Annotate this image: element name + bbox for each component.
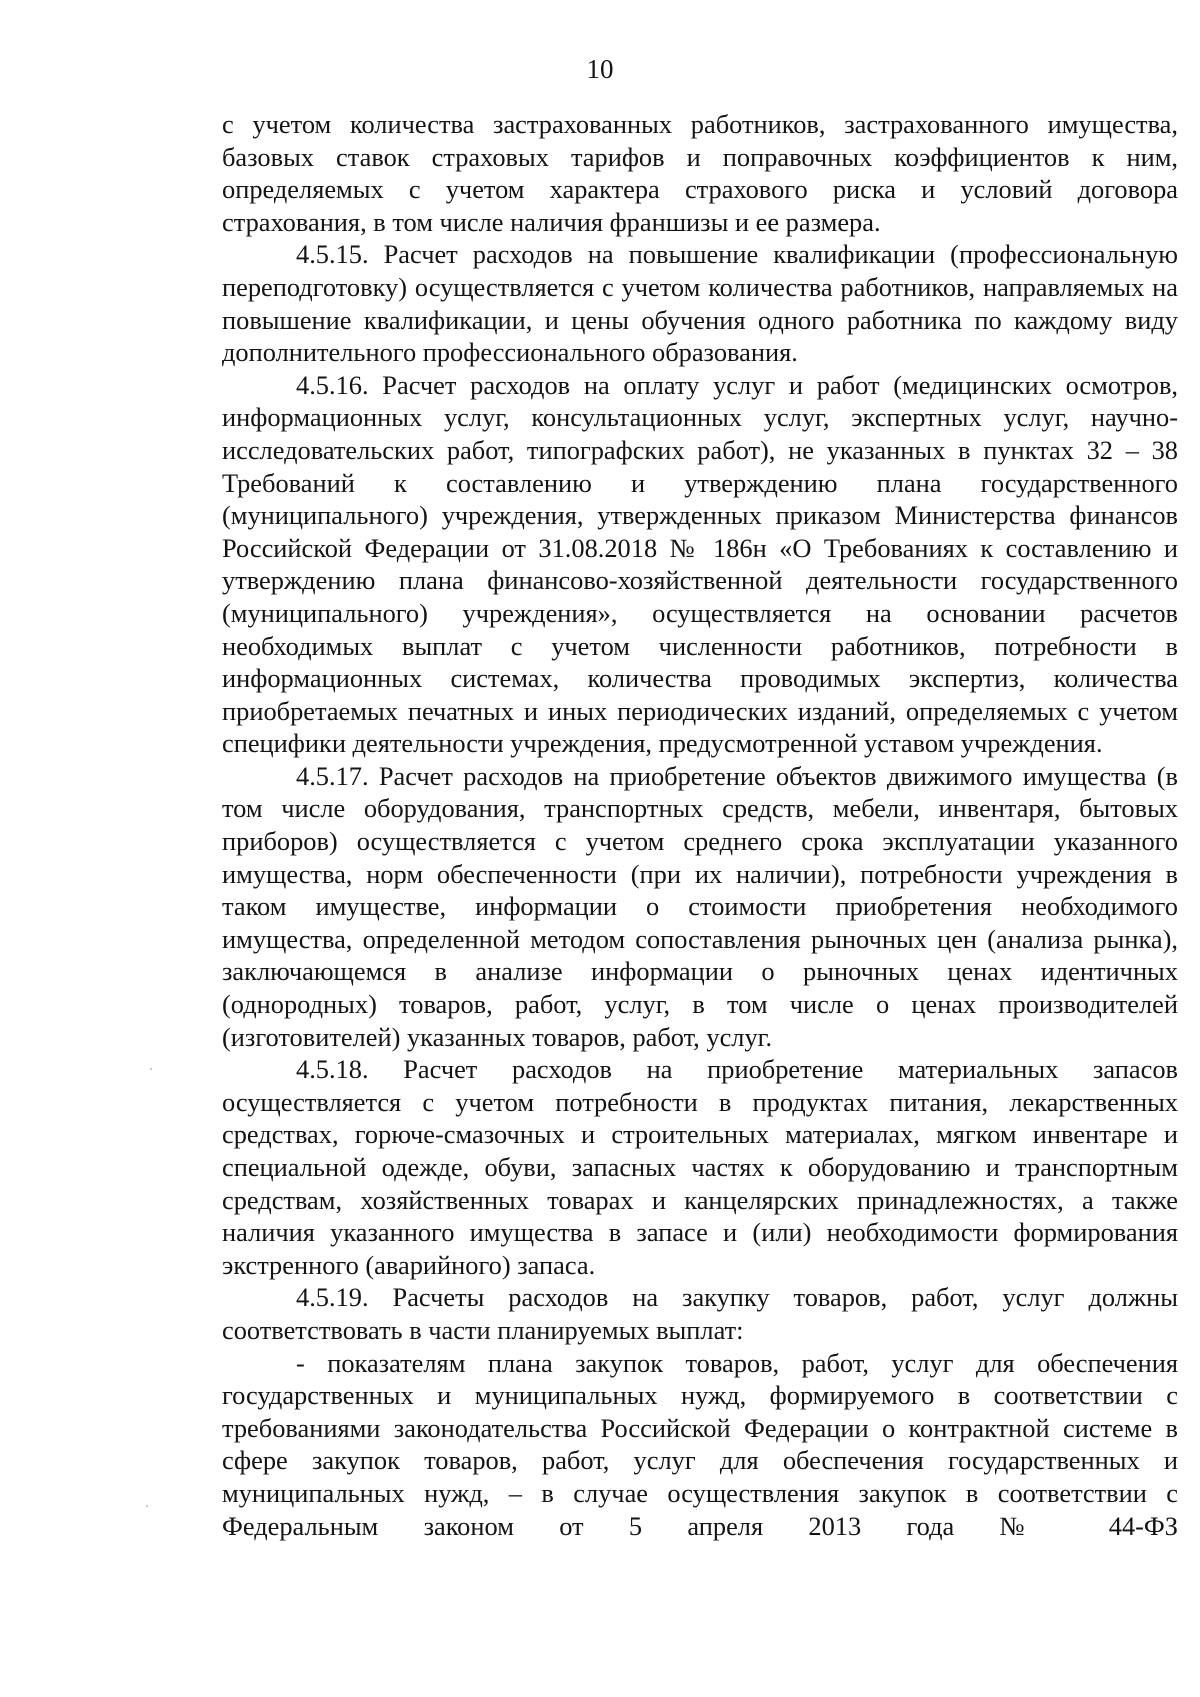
paragraph-4-5-18: 4.5.18. Расчет расходов на приобретение материальных запасов осуществляется с учетом потребности в продуктах питания, лекарственных средствах, горюче-смазочных и строительных материалах, мягком инвентаре и специальной одежде, обуви, запасных частях к оборудованию и транспортным средствам, хозяйственных товарах и канцелярских принадлежностях, а также наличия указанного имущества в запасе и (или) необходимости формирования экстренного (аварийного) запаса. xyxy=(222,1054,1178,1280)
paragraph-list-item-purchase-plan: - показателям плана закупок товаров, работ, услуг для обеспечения государственных и муниципальных нужд, формируемого в соответствии с требованиями законодательства Российской Федерации о контрактной системе в сфере закупок товаров, работ, услуг для обеспечения государственных и муниципальных нужд, – в случае осуществления закупок в соответствии с Федеральным законом от 5 апреля 2013 года № 44-ФЗ xyxy=(222,1347,1178,1541)
paragraph-4-5-19: 4.5.19. Расчеты расходов на закупку товаров, работ, услуг должны соответствовать в части планируемых выплат: xyxy=(222,1282,1178,1345)
page-number xyxy=(0,54,1200,85)
document-body xyxy=(222,108,1178,1542)
page-number-text: 10 xyxy=(586,54,614,84)
scan-speck xyxy=(150,1068,152,1070)
paragraph-4-5-16: 4.5.16. Расчет расходов на оплату услуг и работ (медицинских осмотров, информационных услуг, консультационных услуг, экспертных услуг, научно-исследовательских работ, типографских работ), не указанных в пунктах 32 – 38 Требований к составлению и утверждению плана государственного (муниципального) учреждения, утвержденных приказом Министерства финансов Российской Федерации от 31.08.2018 № 186н «О Требованиях к составлению и утверждению плана финансово-хозяйственной деятельности государственного (муниципального) учреждения», осуществляется на основании расчетов необходимых выплат с учетом численности работников, потребности в информационных системах, количества проводимых экспертиз, количества приобретаемых печатных и иных периодических изданий, определяемых с учетом специфики деятельности учреждения, предусмотренной уставом учреждения. xyxy=(222,369,1178,759)
paragraph-4-5-17: 4.5.17. Расчет расходов на приобретение объектов движимого имущества (в том числе оборудования, транспортных средств, мебели, инвентаря, бытовых приборов) осуществляется с учетом среднего срока эксплуатации указанного имущества, норм обеспеченности (при их наличии), потребности учреждения в таком имуществе, информации о стоимости приобретения необходимого имущества, определенной методом сопоставления рыночных цен (анализа рынка), заключающемся в анализе информации о рыночных ценах идентичных (однородных) товаров, работ, услуг, в том числе о ценах производителей (изготовителей) указанных товаров, работ, услуг. xyxy=(222,760,1178,1052)
paragraph-4-5-15: 4.5.15. Расчет расходов на повышение квалификации (профессиональную переподготовку) осуществляется с учетом количества работников, направляемых на повышение квалификации, и цены обучения одного работника по каждому виду дополнительного профессионального образования. xyxy=(222,239,1178,368)
scan-speck xyxy=(146,1505,148,1507)
paragraph-continuation: с учетом количества застрахованных работников, застрахованного имущества, базовых ставок страховых тарифов и поправочных коэффициентов к ним, определяемых с учетом характера страхового риска и условий договора страхования, в том числе наличия франшизы и ее размера. xyxy=(222,109,1178,237)
